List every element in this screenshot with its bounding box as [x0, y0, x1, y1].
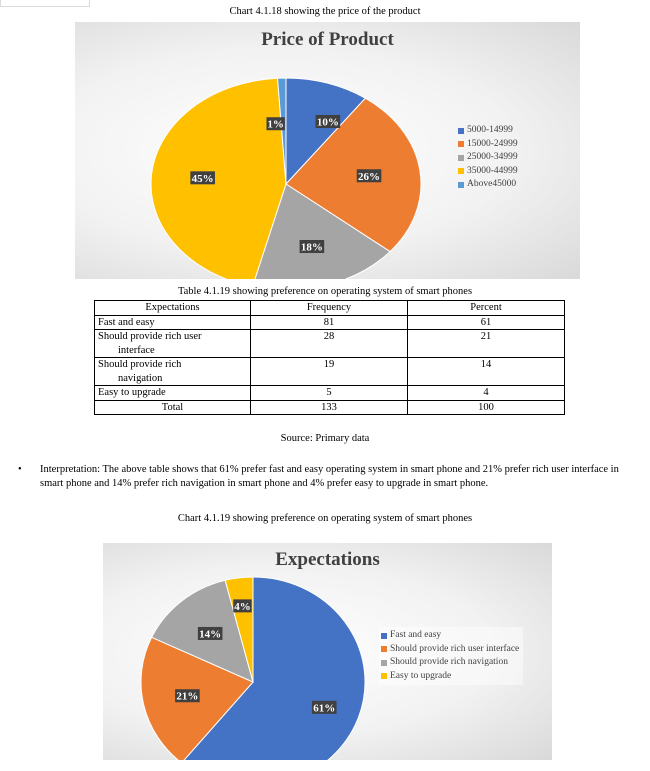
- row-frequency: 5: [251, 386, 408, 401]
- total-frequency: 133: [251, 400, 408, 415]
- chart1-data-label-2: [357, 169, 382, 183]
- svg-text:61%: 61%: [313, 702, 336, 715]
- chart2-legend-item: [381, 670, 519, 684]
- row-frequency: 19: [251, 358, 408, 386]
- chart2-data-label-1: [312, 701, 337, 715]
- row-label-line2: navigation: [118, 372, 163, 384]
- legend-swatch-icon: [381, 673, 387, 679]
- legend-swatch-icon: [458, 168, 464, 174]
- chart2-title: Expectations: [275, 549, 380, 570]
- chart2-legend-item: [381, 629, 519, 643]
- chart2-caption: Chart 4.1.19 showing preference on operating system of smart phones: [177, 513, 473, 524]
- legend-label: Fast and easy: [390, 630, 442, 640]
- table-source: Source: Primary data: [280, 433, 370, 444]
- table-row: [95, 358, 565, 386]
- legend-label: 25000-34999: [467, 152, 518, 162]
- legend-label: Should provide rich navigation: [390, 657, 508, 667]
- chart1-legend: [458, 124, 518, 192]
- bullet-icon: •: [18, 464, 22, 475]
- legend-swatch-icon: [458, 128, 464, 134]
- table-row: [95, 315, 565, 330]
- total-percent: 100: [408, 400, 565, 415]
- interpretation-text: Interpretation: The above table shows that 61% prefer fast and easy operating system in smart phone and 21% prefer rich user interface in smart phone and 14% prefer rich navigation in smart phone and 4% prefer easy to upgrade in smart phone.: [40, 464, 619, 489]
- chart1-data-label-5: [266, 117, 284, 130]
- chart1-data-label-1: [316, 115, 341, 129]
- row-frequency: 81: [251, 315, 408, 330]
- row-label-line1: Should provide rich: [98, 359, 182, 370]
- chart2-data-label-2: [175, 689, 200, 703]
- svg-text:18%: 18%: [300, 241, 323, 254]
- data-table: [94, 300, 565, 415]
- total-label: Total: [95, 400, 251, 415]
- table-row: [95, 386, 565, 401]
- row-percent: 4: [408, 386, 565, 401]
- row-label-line2: interface: [118, 344, 155, 356]
- legend-swatch-icon: [381, 646, 387, 652]
- chart1-legend-item: [458, 178, 518, 192]
- row-label: Easy to upgrade: [95, 386, 251, 401]
- chart2-area: [103, 543, 552, 760]
- chart1-title: Price of Product: [261, 29, 394, 50]
- legend-swatch-icon: [381, 633, 387, 639]
- row-percent: 61: [408, 315, 565, 330]
- svg-text:21%: 21%: [176, 690, 199, 703]
- svg-text:4%: 4%: [234, 600, 251, 613]
- row-label: Fast and easy: [95, 315, 251, 330]
- chart2-legend: [379, 627, 523, 685]
- legend-swatch-icon: [458, 141, 464, 147]
- svg-text:10%: 10%: [316, 116, 339, 129]
- header-frequency: Frequency: [251, 301, 408, 316]
- svg-text:45%: 45%: [191, 172, 214, 185]
- legend-swatch-icon: [458, 155, 464, 161]
- chart1-legend-item: [458, 151, 518, 165]
- table-caption: Table 4.1.19 showing preference on operating system of smart phones: [177, 286, 473, 297]
- chart1-legend-item: [458, 138, 518, 152]
- legend-label: Easy to upgrade: [390, 670, 452, 681]
- chart1-legend-item: [458, 124, 518, 138]
- row-frequency: 28: [251, 330, 408, 358]
- row-percent: 21: [408, 330, 565, 358]
- header-percent: Percent: [408, 301, 565, 316]
- table-total-row: [95, 400, 565, 415]
- legend-label: 5000-14999: [467, 125, 513, 135]
- chart2-data-label-4: [233, 599, 251, 613]
- row-label: [95, 358, 251, 386]
- legend-label: Should provide rich user interface: [390, 643, 520, 654]
- row-label: [95, 330, 251, 358]
- legend-swatch-icon: [458, 182, 464, 188]
- chart1-legend-item: [458, 165, 518, 179]
- svg-text:1%: 1%: [267, 118, 284, 131]
- table-row: [95, 330, 565, 358]
- table-header-row: [95, 301, 565, 316]
- legend-label: 15000-24999: [467, 138, 518, 149]
- row-percent: 14: [408, 358, 565, 386]
- chart1-data-label-3: [300, 240, 325, 254]
- chart2-data-label-3: [198, 627, 223, 641]
- chart1-area: [75, 22, 580, 279]
- legend-label: 35000-44999: [467, 165, 518, 176]
- chart2-legend-item: [381, 656, 519, 670]
- chart2-legend-item: [381, 643, 519, 657]
- legend-label: Above45000: [467, 179, 517, 189]
- header-expectations: Expectations: [95, 301, 251, 316]
- legend-swatch-icon: [381, 660, 387, 666]
- row-label-line1: Should provide rich user: [98, 331, 202, 342]
- svg-text:26%: 26%: [358, 170, 381, 183]
- chart1-caption: Chart 4.1.18 showing the price of the product: [229, 6, 421, 17]
- chart1-data-label-4: [190, 171, 215, 185]
- svg-text:14%: 14%: [199, 628, 222, 641]
